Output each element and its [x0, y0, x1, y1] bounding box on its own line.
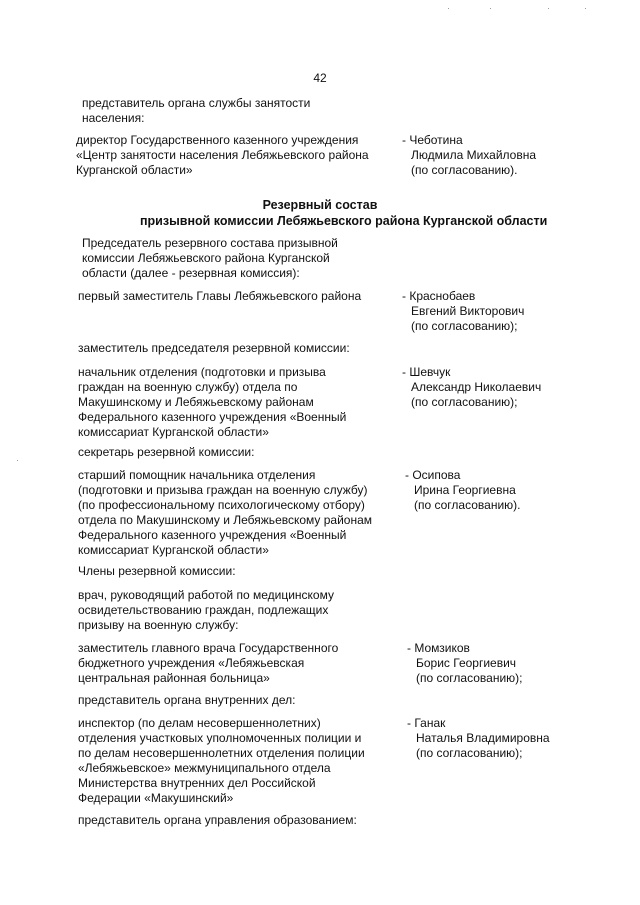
position-text: бюджетного учреждения «Лебяжьевская	[78, 656, 305, 670]
scan-speck	[490, 8, 491, 9]
section-heading: призывной комиссии Лебяжьевского района Курганской области	[140, 214, 548, 228]
scan-speck	[448, 8, 449, 9]
role-label: заместитель председателя резервной комиссии:	[78, 341, 350, 355]
person-note: (по согласованию);	[416, 671, 523, 685]
members-heading: Члены резервной комиссии:	[78, 564, 236, 578]
position-text: центральная районная больница»	[78, 671, 270, 685]
position-text: Федерации «Макушинский»	[78, 791, 234, 805]
person-surname: - Осипова	[405, 468, 461, 482]
scan-speck	[548, 8, 549, 9]
person-note: (по согласованию);	[411, 319, 518, 333]
position-text: «Лебяжьевское» межмуниципального отдела	[78, 761, 331, 775]
role-label: призыву на военную службу:	[78, 618, 239, 632]
role-label: освидетельствованию граждан, подлежащих	[78, 603, 329, 617]
person-surname: - Ганак	[407, 716, 446, 730]
position-text: комиссариат Курганской области»	[78, 543, 269, 557]
position-text: начальник отделения (подготовки и призыва	[78, 365, 326, 379]
page-number: 42	[313, 71, 327, 85]
role-label: области (далее - резервная комиссия):	[82, 266, 300, 280]
person-surname: - Краснобаев	[402, 289, 476, 303]
person-name: Людмила Михайловна	[411, 148, 537, 162]
position-text: заместитель главного врача Государственного	[78, 641, 339, 655]
scan-speck	[17, 460, 18, 461]
person-name: Ирина Георгиевна	[414, 483, 516, 497]
role-label: комиссии Лебяжьевского района Курганской	[82, 251, 330, 265]
position-text: отделения участковых уполномоченных полиции и	[78, 731, 362, 745]
role-label: представитель органа службы занятости	[82, 96, 311, 110]
person-note: (по согласованию);	[416, 746, 523, 760]
position-text: инспектор (по делам несовершеннолетних)	[78, 716, 321, 730]
person-name: Борис Георгиевич	[416, 656, 517, 670]
role-label: секретарь резервной комиссии:	[78, 445, 255, 459]
role-label: представитель органа управления образованием:	[78, 813, 357, 827]
position-text: отдела по Макушинскому и Лебяжьевскому районам	[78, 513, 373, 527]
section-heading: Резервный состав	[262, 198, 378, 212]
person-surname: - Чеботина	[402, 133, 463, 147]
person-surname: - Момзиков	[407, 641, 470, 655]
position-text: по делам несовершеннолетних отделения полиции	[78, 746, 365, 760]
position-text: старший помощник начальника отделения	[78, 468, 316, 482]
position-text: «Центр занятости населения Лебяжьевского района	[76, 148, 369, 162]
scan-speck	[585, 8, 586, 9]
position-text: (подготовки и призыва граждан на военную службу)	[78, 483, 368, 497]
person-note: (по согласованию).	[414, 498, 521, 512]
position-text: (по профессиональному психологическому отбору)	[78, 498, 365, 512]
role-label: врач, руководящий работой по медицинскому	[78, 588, 334, 602]
position-text: Федерального казенного учреждения «Военный	[78, 410, 347, 424]
position-text: Курганской области»	[76, 163, 193, 177]
position-text: Министерства внутренних дел Российской	[78, 776, 316, 790]
role-label: Председатель резервного состава призывной	[82, 236, 338, 250]
person-note: (по согласованию);	[411, 395, 518, 409]
position-text: Макушинскому и Лебяжьевскому районам	[78, 395, 314, 409]
person-name: Евгений Викторович	[411, 304, 525, 318]
position-text: директор Государственного казенного учреждения	[76, 133, 359, 147]
person-name: Наталья Владимировна	[416, 731, 550, 745]
person-name: Александр Николаевич	[411, 380, 542, 394]
person-surname: - Шевчук	[402, 365, 451, 379]
position-text: комиссариат Курганской области»	[78, 425, 269, 439]
position-text: граждан на военную службу) отдела по	[78, 380, 298, 394]
role-label: населения:	[82, 111, 145, 125]
position-text: Федерального казенного учреждения «Военный	[78, 528, 347, 542]
role-label: представитель органа внутренних дел:	[78, 693, 296, 707]
person-note: (по согласованию).	[411, 163, 518, 177]
position-text: первый заместитель Главы Лебяжьевского района	[78, 289, 362, 303]
